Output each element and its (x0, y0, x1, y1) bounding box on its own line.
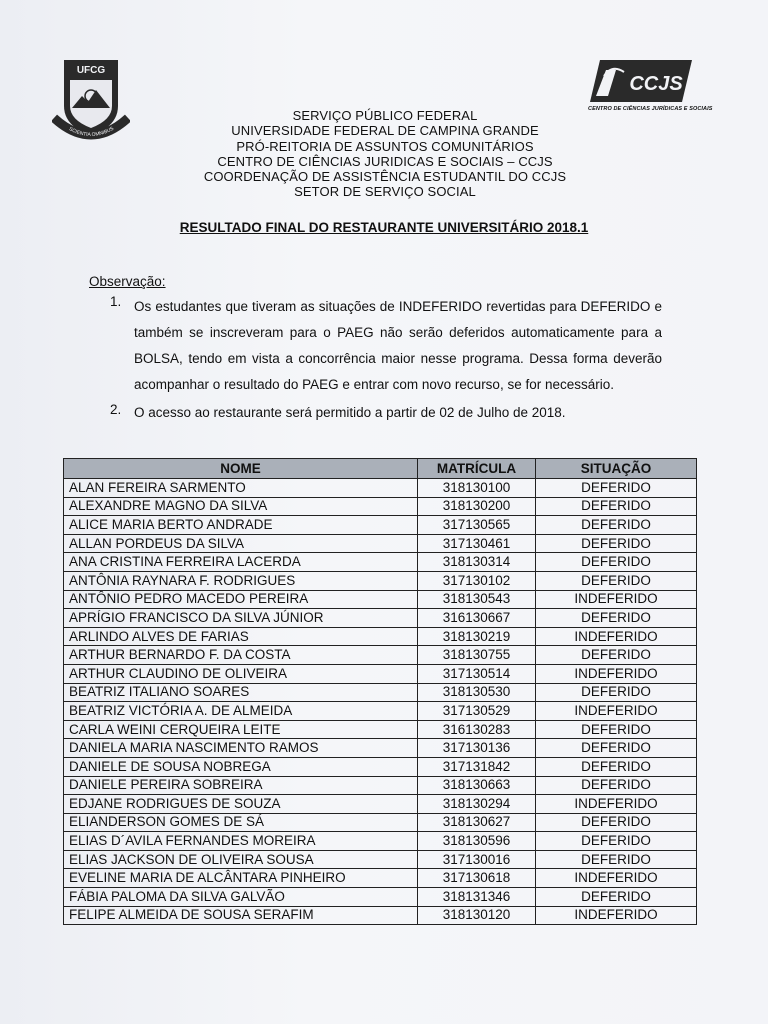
observation-label: Observação: (89, 274, 166, 289)
cell-matricula: 317130529 (418, 702, 536, 721)
cell-nome: ANA CRISTINA FERREIRA LACERDA (64, 553, 418, 572)
cell-nome: ALLAN PORDEUS DA SILVA (64, 534, 418, 553)
cell-situacao: DEFERIDO (536, 813, 697, 832)
table-row (64, 553, 697, 572)
table-row (64, 757, 697, 776)
cell-situacao: DEFERIDO (536, 497, 697, 516)
cell-situacao: DEFERIDO (536, 683, 697, 702)
cell-situacao: INDEFERIDO (536, 627, 697, 646)
cell-nome: ALICE MARIA BERTO ANDRADE (64, 516, 418, 535)
cell-situacao: DEFERIDO (536, 720, 697, 739)
cell-situacao: DEFERIDO (536, 888, 697, 907)
header-line: UNIVERSIDADE FEDERAL DE CAMPINA GRANDE (231, 123, 539, 139)
cell-matricula: 318130530 (418, 683, 536, 702)
cell-matricula: 317130016 (418, 850, 536, 869)
cell-situacao: INDEFERIDO (536, 795, 697, 814)
column-header-situacao: SITUAÇÃO (536, 459, 697, 479)
cell-situacao: DEFERIDO (536, 479, 697, 498)
table-row (64, 720, 697, 739)
table-row (64, 906, 697, 925)
cell-matricula: 318130314 (418, 553, 536, 572)
column-header-nome: NOME (64, 459, 418, 479)
cell-matricula: 318130219 (418, 627, 536, 646)
ccjs-tagline: CENTRO DE CIÊNCIAS JURÍDICAS E SOCIAIS (588, 106, 713, 112)
cell-nome: ARLINDO ALVES DE FARIAS (64, 627, 418, 646)
cell-nome: BEATRIZ VICTÓRIA A. DE ALMEIDA (64, 702, 418, 721)
observation-list (110, 294, 662, 424)
cell-matricula: 318130663 (418, 776, 536, 795)
column-header-matricula: MATRÍCULA (418, 459, 536, 479)
observation-number: 1. (110, 294, 122, 309)
cell-matricula: 317130514 (418, 664, 536, 683)
cell-situacao: DEFERIDO (536, 609, 697, 628)
header-line: SERVIÇO PÚBLICO FEDERAL (292, 108, 478, 123)
header-line: SETOR DE SERVIÇO SOCIAL (294, 184, 476, 200)
cell-matricula: 317130618 (418, 869, 536, 888)
cell-situacao: DEFERIDO (536, 832, 697, 851)
cell-situacao: DEFERIDO (536, 850, 697, 869)
table-row (64, 832, 697, 851)
cell-situacao: DEFERIDO (536, 757, 697, 776)
cell-matricula: 316130283 (418, 720, 536, 739)
table-row (64, 497, 697, 516)
cell-nome: EVELINE MARIA DE ALCÂNTARA PINHEIRO (64, 869, 418, 888)
cell-situacao: INDEFERIDO (536, 869, 697, 888)
cell-matricula: 317130136 (418, 739, 536, 758)
cell-situacao: DEFERIDO (536, 553, 697, 572)
cell-nome: DANIELE DE SOUSA NOBREGA (64, 757, 418, 776)
cell-matricula: 318130543 (418, 590, 536, 609)
cell-nome: BEATRIZ ITALIANO SOARES (64, 683, 418, 702)
cell-matricula: 318130596 (418, 832, 536, 851)
cell-matricula: 318130294 (418, 795, 536, 814)
cell-nome: FELIPE ALMEIDA DE SOUSA SERAFIM (64, 906, 418, 925)
table-row (64, 739, 697, 758)
cell-nome: DANIELE PEREIRA SOBREIRA (64, 776, 418, 795)
table-row (64, 813, 697, 832)
cell-matricula: 317130565 (418, 516, 536, 535)
observation-item (110, 294, 662, 398)
cell-matricula: 318130100 (418, 479, 536, 498)
table-row (64, 534, 697, 553)
observation-item (110, 402, 662, 424)
cell-situacao: INDEFERIDO (536, 906, 697, 925)
cell-matricula: 316130667 (418, 609, 536, 628)
cell-matricula: 318131346 (418, 888, 536, 907)
cell-nome: EDJANE RODRIGUES DE SOUZA (64, 795, 418, 814)
table-row (64, 850, 697, 869)
observation-number: 2. (110, 402, 122, 417)
header-line: COORDENAÇÃO DE ASSISTÊNCIA ESTUDANTIL DO CCJS (203, 169, 567, 185)
cell-nome: ANTÔNIA RAYNARA F. RODRIGUES (64, 571, 418, 590)
table-row (64, 627, 697, 646)
ufcg-logo-text: UFCG (76, 65, 106, 76)
cell-situacao: DEFERIDO (536, 739, 697, 758)
table-row (64, 571, 697, 590)
ccjs-emblem (586, 56, 696, 106)
cell-matricula: 318130755 (418, 646, 536, 665)
header-line: CENTRO DE CIÊNCIAS JURIDICAS E SOCIAIS – CCJS (217, 153, 553, 169)
cell-situacao: DEFERIDO (536, 571, 697, 590)
cell-matricula: 318130627 (418, 813, 536, 832)
cell-nome: DANIELA MARIA NASCIMENTO RAMOS (64, 739, 418, 758)
cell-matricula: 318130200 (418, 497, 536, 516)
table-header-row (64, 459, 697, 479)
table-row (64, 479, 697, 498)
cell-nome: ARTHUR BERNARDO F. DA COSTA (64, 646, 418, 665)
header-line: PRÓ-REITORIA DE ASSUNTOS COMUNITÁRIOS (236, 138, 534, 154)
table-row (64, 516, 697, 535)
table-row (64, 795, 697, 814)
cell-situacao: DEFERIDO (536, 646, 697, 665)
cell-matricula: 317131842 (418, 757, 536, 776)
cell-situacao: DEFERIDO (536, 516, 697, 535)
cell-nome: ALEXANDRE MAGNO DA SILVA (64, 497, 418, 516)
cell-nome: ELIAS D´AVILA FERNANDES MOREIRA (64, 832, 418, 851)
institution-header (150, 108, 620, 200)
document-title: RESULTADO FINAL DO RESTAURANTE UNIVERSITÁRIO 2018.1 (179, 220, 589, 235)
table-row (64, 776, 697, 795)
observation-text: Os estudantes que tiveram as situações de INDEFERIDO revertidas para DEFERIDO e também se inscreveram para o PAEG não serão deferidos automaticamente para a BOLSA, tendo em vista a concorrência maior nesse programa. Dessa forma deverão acompanhar o resultado do PAEG e entrar com novo recurso, se for necessário. (134, 299, 662, 392)
cell-nome: FÁBIA PALOMA DA SILVA GALVÃO (64, 888, 418, 907)
ufcg-logo (52, 56, 130, 142)
cell-situacao: INDEFERIDO (536, 702, 697, 721)
table-row (64, 590, 697, 609)
cell-matricula: 317130102 (418, 571, 536, 590)
ufcg-motto: SCIENTIA OMNIBUS (67, 125, 115, 139)
observation-text: O acesso ao restaurante será permitido a partir de 02 de Julho de 2018. (134, 405, 566, 420)
table-row (64, 664, 697, 683)
cell-situacao: DEFERIDO (536, 534, 697, 553)
table-row (64, 869, 697, 888)
cell-nome: ALAN FEREIRA SARMENTO (64, 479, 418, 498)
cell-nome: ELIANDERSON GOMES DE SÁ (64, 813, 418, 832)
cell-matricula: 317130461 (418, 534, 536, 553)
cell-situacao: INDEFERIDO (536, 664, 697, 683)
cell-nome: CARLA WEINI CERQUEIRA LEITE (64, 720, 418, 739)
table-row (64, 888, 697, 907)
results-table (63, 458, 697, 925)
cell-situacao: INDEFERIDO (536, 590, 697, 609)
cell-matricula: 318130120 (418, 906, 536, 925)
table-row (64, 683, 697, 702)
cell-situacao: DEFERIDO (536, 776, 697, 795)
table-body (64, 479, 697, 925)
ccjs-logo-text: CCJS (629, 73, 683, 95)
cell-nome: APRÍGIO FRANCISCO DA SILVA JÚNIOR (64, 609, 418, 628)
cell-nome: ANTÔNIO PEDRO MACEDO PEREIRA (64, 590, 418, 609)
cell-nome: ARTHUR CLAUDINO DE OLIVEIRA (64, 664, 418, 683)
table-row (64, 702, 697, 721)
table-row (64, 609, 697, 628)
table-row (64, 646, 697, 665)
cell-nome: ELIAS JACKSON DE OLIVEIRA SOUSA (64, 850, 418, 869)
